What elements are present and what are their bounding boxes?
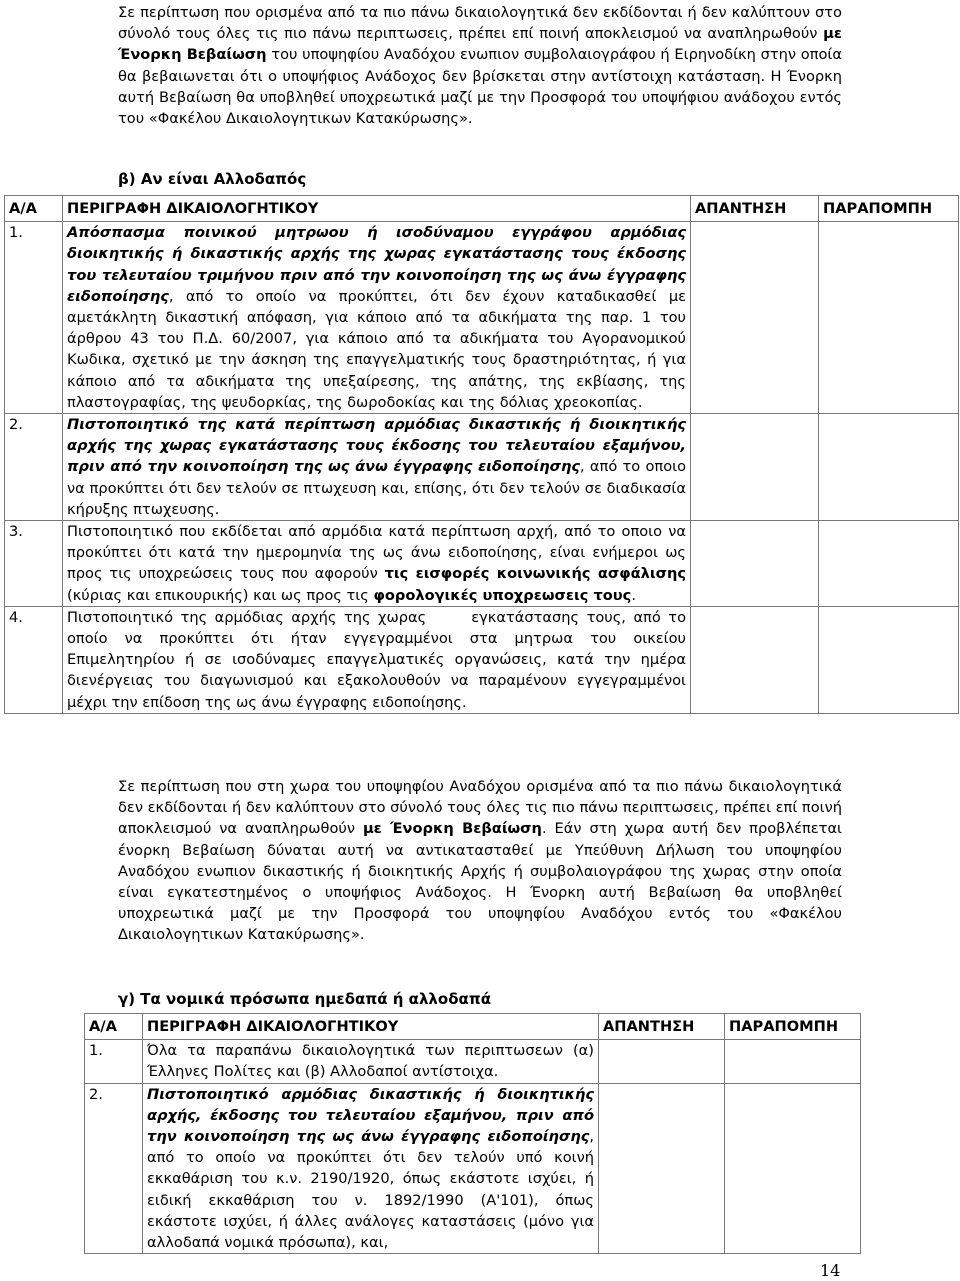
row-reference [819,222,959,414]
row-reference [819,414,959,521]
row-answer [599,1083,725,1254]
header-description: ΠΕΡΙΓΡΑΦΗ ΔΙΚΑΙΟΛΟΓΗΤΙΚΟΥ [63,196,691,222]
header-aa: Α/Α [85,1014,143,1040]
row-bold: φορολογικές υποχρεωσεις τους [373,586,632,604]
row-description [143,1083,599,1254]
row-reference [819,521,959,607]
section-b-heading: β) Αν είναι Αλλοδαπός [118,170,307,188]
header-answer: ΑΠΑΝΤΗΣΗ [599,1014,725,1040]
intro-paragraph [118,2,842,129]
row-number: 2. [5,414,63,521]
table-row [5,222,959,414]
header-answer: ΑΠΑΝΤΗΣΗ [691,196,819,222]
row-text: , από το οποίο να προκύπτει ότι δεν τελούν υπό κοινή εκκαθάριση του κ.ν. 2190/1920, όπως εκάστοτε ισχύει, ή ειδική εκκαθάριση του ν. 1892/1990 (Α'101), όπως εκάστοτε ισχύει, ή άλλες ανάλογες καταστάσεις (μόνο για αλλοδαπά νομικά πρόσωπα), και, [147,1128,594,1252]
table-row [85,1040,861,1083]
table-row [5,521,959,607]
fallback-paragraph [118,776,842,946]
header-reference: ΠΑΡΑΠΟΜΠΗ [819,196,959,222]
row-description [63,414,691,521]
row-number: 2. [85,1083,143,1254]
intro-text-1: Σε περίπτωση που ορισμένα από τα πιο πάνω δικαιολογητικά δεν εκδίδονται ή δεν καλύπτουν στο σύνολό τους όλες τις πιο πάνω περιπτωσεις, πρέπει επί ποινή αποκλεισμού να αναπληρωθούν [118,4,842,43]
row-answer [691,606,819,713]
row-number: 1. [5,222,63,414]
intro-bold: με Ένορκη Βεβαίωση [118,25,842,64]
row-text: , από το οποιο να προκύπτει ότι δεν τελούν σε πτωχευση και, επίσης, ότι δεν τελούν σε διαδικασία κήρυξης πτωχευσης. [67,458,686,518]
header-aa: Α/Α [5,196,63,222]
section-b-table [4,195,959,714]
row-description: Πιστοποιητικό της αρμόδιας αρχής της χωρας εγκατάστασης τους, από το οποίο να προκύπτει ότι ήταν εγγεγραμμένοι στα μητρωα του οικείου Επιμελητηρίου ή σε ισοδύναμες επαγγελματικές οργανώσεις, κατά την ημέρα διενέργειας του διαγωνισμού και εξακολουθούν να παραμένουν εγγεγραμμένοι μέχρι την επίδοση της ως άνω έγγραφης ειδοποίησης. [63,606,691,713]
row-text: (κύριας και επικουρικής) και ως προς τις [67,586,374,604]
fallback-text-1: Σε περίπτωση που στη χωρα του υποψηφίου Αναδόχου ορισμένα από τα πιο πάνω δικαιολογητικά δεν εκδίδονται ή δεν καλύπτουν στο σύνολό τους όλες τις πιο πάνω περιπτωσεις, πρέπει επί ποινή αποκλεισμού να αναπληρωθούν [118,778,842,838]
table-row [5,414,959,521]
row-reference [725,1083,861,1254]
section-c-table [84,1013,861,1254]
row-answer [599,1040,725,1083]
row-reference [725,1040,861,1083]
row-answer [691,521,819,607]
row-number: 1. [85,1040,143,1083]
row-description [63,222,691,414]
row-text: , από το οποίο να προκύπτει, ότι δεν έχουν καταδικασθεί με αμετάκλητη δικαστική απόφαση, για κάποιο από τα αδικήματα της παρ. 1 του άρθρου 43 του Π.Δ. 60/2007, για κάποιο από τα αδικήματα του Αγορανομικού Κωδικα, σχετικό με την άσκηση της επαγγελματικής τους δραστηριότητας, ή για κάποιο από τα αδικήματα της υπεξαίρεσης, της απάτης, της εκβίασης, της πλαστογραφίας, της ψευδορκίας, της δωροδοκίας και της δόλιας χρεοκοπίας. [67,287,686,411]
row-bold: τις εισφορές κοινωνικής ασφάλισης [384,565,686,583]
row-text: . [631,586,636,604]
section-c-heading: γ) Τα νομικά πρόσωπα ημεδαπά ή αλλοδαπά [118,990,492,1008]
row-number: 4. [5,606,63,713]
page-number: 14 [820,1261,841,1280]
row-description [63,521,691,607]
row-reference [819,606,959,713]
table-row [85,1083,861,1254]
row-answer [691,222,819,414]
header-description: ΠΕΡΙΓΡΑΦΗ ΔΙΚΑΙΟΛΟΓΗΤΙΚΟΥ [143,1014,599,1040]
row-text: Πιστοποιητικό που εκδίδεται από αρμόδια κατά περίπτωση αρχή, από το οποιο να προκύπτει ότι κατά την ημερομηνία της ως άνω ειδοποίησης, είναι ενήμεροι ως προς τις υποχρεώσεις τους που αφορούν [67,523,686,583]
row-answer [691,414,819,521]
row-bold-italic: Πιστοποιητικό αρμόδιας δικαστικής ή διοικητικής αρχής, έκδοσης του τελευταίου εξαμήνου, πριν από την κοινοποίηση της ως άνω έγγραφης ειδοποίησης [147,1085,594,1146]
fallback-bold: με Ένορκη Βεβαίωση [362,820,542,838]
table-row [5,606,959,713]
row-bold-italic: Απόσπασμα ποινικού μητρωου ή ισοδύναμου εγγράφου αρμόδιας διοικητικής ή δικαστικής αρχής της χωρας εγκατάστασης τους έκδοσης του τελευταίου τριμήνου πριν από την κοινοποίηση της ως άνω έγγραφης ειδοποίησης [67,224,686,305]
fallback-text-2: . Εάν στη χωρα αυτή δεν προβλέπεται ένορκη Βεβαίωση δύναται αυτή να αντικατασταθεί με Υπεύθυνη Δήλωση του υποψηφίου Αναδόχου ενωπιον δικαστικής ή διοικητικής Αρχής ή συμβολαιογράφου της χωρας στην οποία είναι εγκατεστημένος ο υποψήφιος Ανάδοχος. Η Ένορκη αυτή Βεβαίωση θα υποβληθεί υποχρεωτικά μαζί με την Προσφορά του υποψηφίου Αναδόχου εντός του «Φακέλου Δικαιολογητικων Κατακύρωσης». [118,820,842,944]
header-reference: ΠΑΡΑΠΟΜΠΗ [725,1014,861,1040]
table-header-row [85,1014,861,1040]
row-bold-italic: Πιστοποιητικό της κατά περίπτωση αρμόδιας δικαστικής ή διοικητικής αρχής της χωρας εγκατάστασης τους έκδοσης του τελευταίου εξαμήνου, πριν από την κοινοποίηση της ως άνω έγγραφης ειδοποίησης [67,416,686,476]
row-number: 3. [5,521,63,607]
table-header-row [5,196,959,222]
intro-text-2: του υποψηφίου Αναδόχου ενωπιον συμβολαιογράφου ή Ειρηνοδίκη στην οποία θα βεβαιωνεται ότι ο υποψήφιος Ανάδοχος δεν βρίσκεται στην αντίστοιχη κατάσταση. Η Ένορκη αυτή Βεβαίωση θα υποβληθεί υποχρεωτικά μαζί με την Προσφορά του υποψήφιου ανάδοχου εντός του «Φακέλου Δικαιολογητικων Κατακύρωσης». [118,46,842,128]
row-description: Όλα τα παραπάνω δικαιολογητικά των περιπτωσεων (α) Έλληνες Πολίτες και (β) Αλλοδαποί αντίστοιχα. [143,1040,599,1083]
